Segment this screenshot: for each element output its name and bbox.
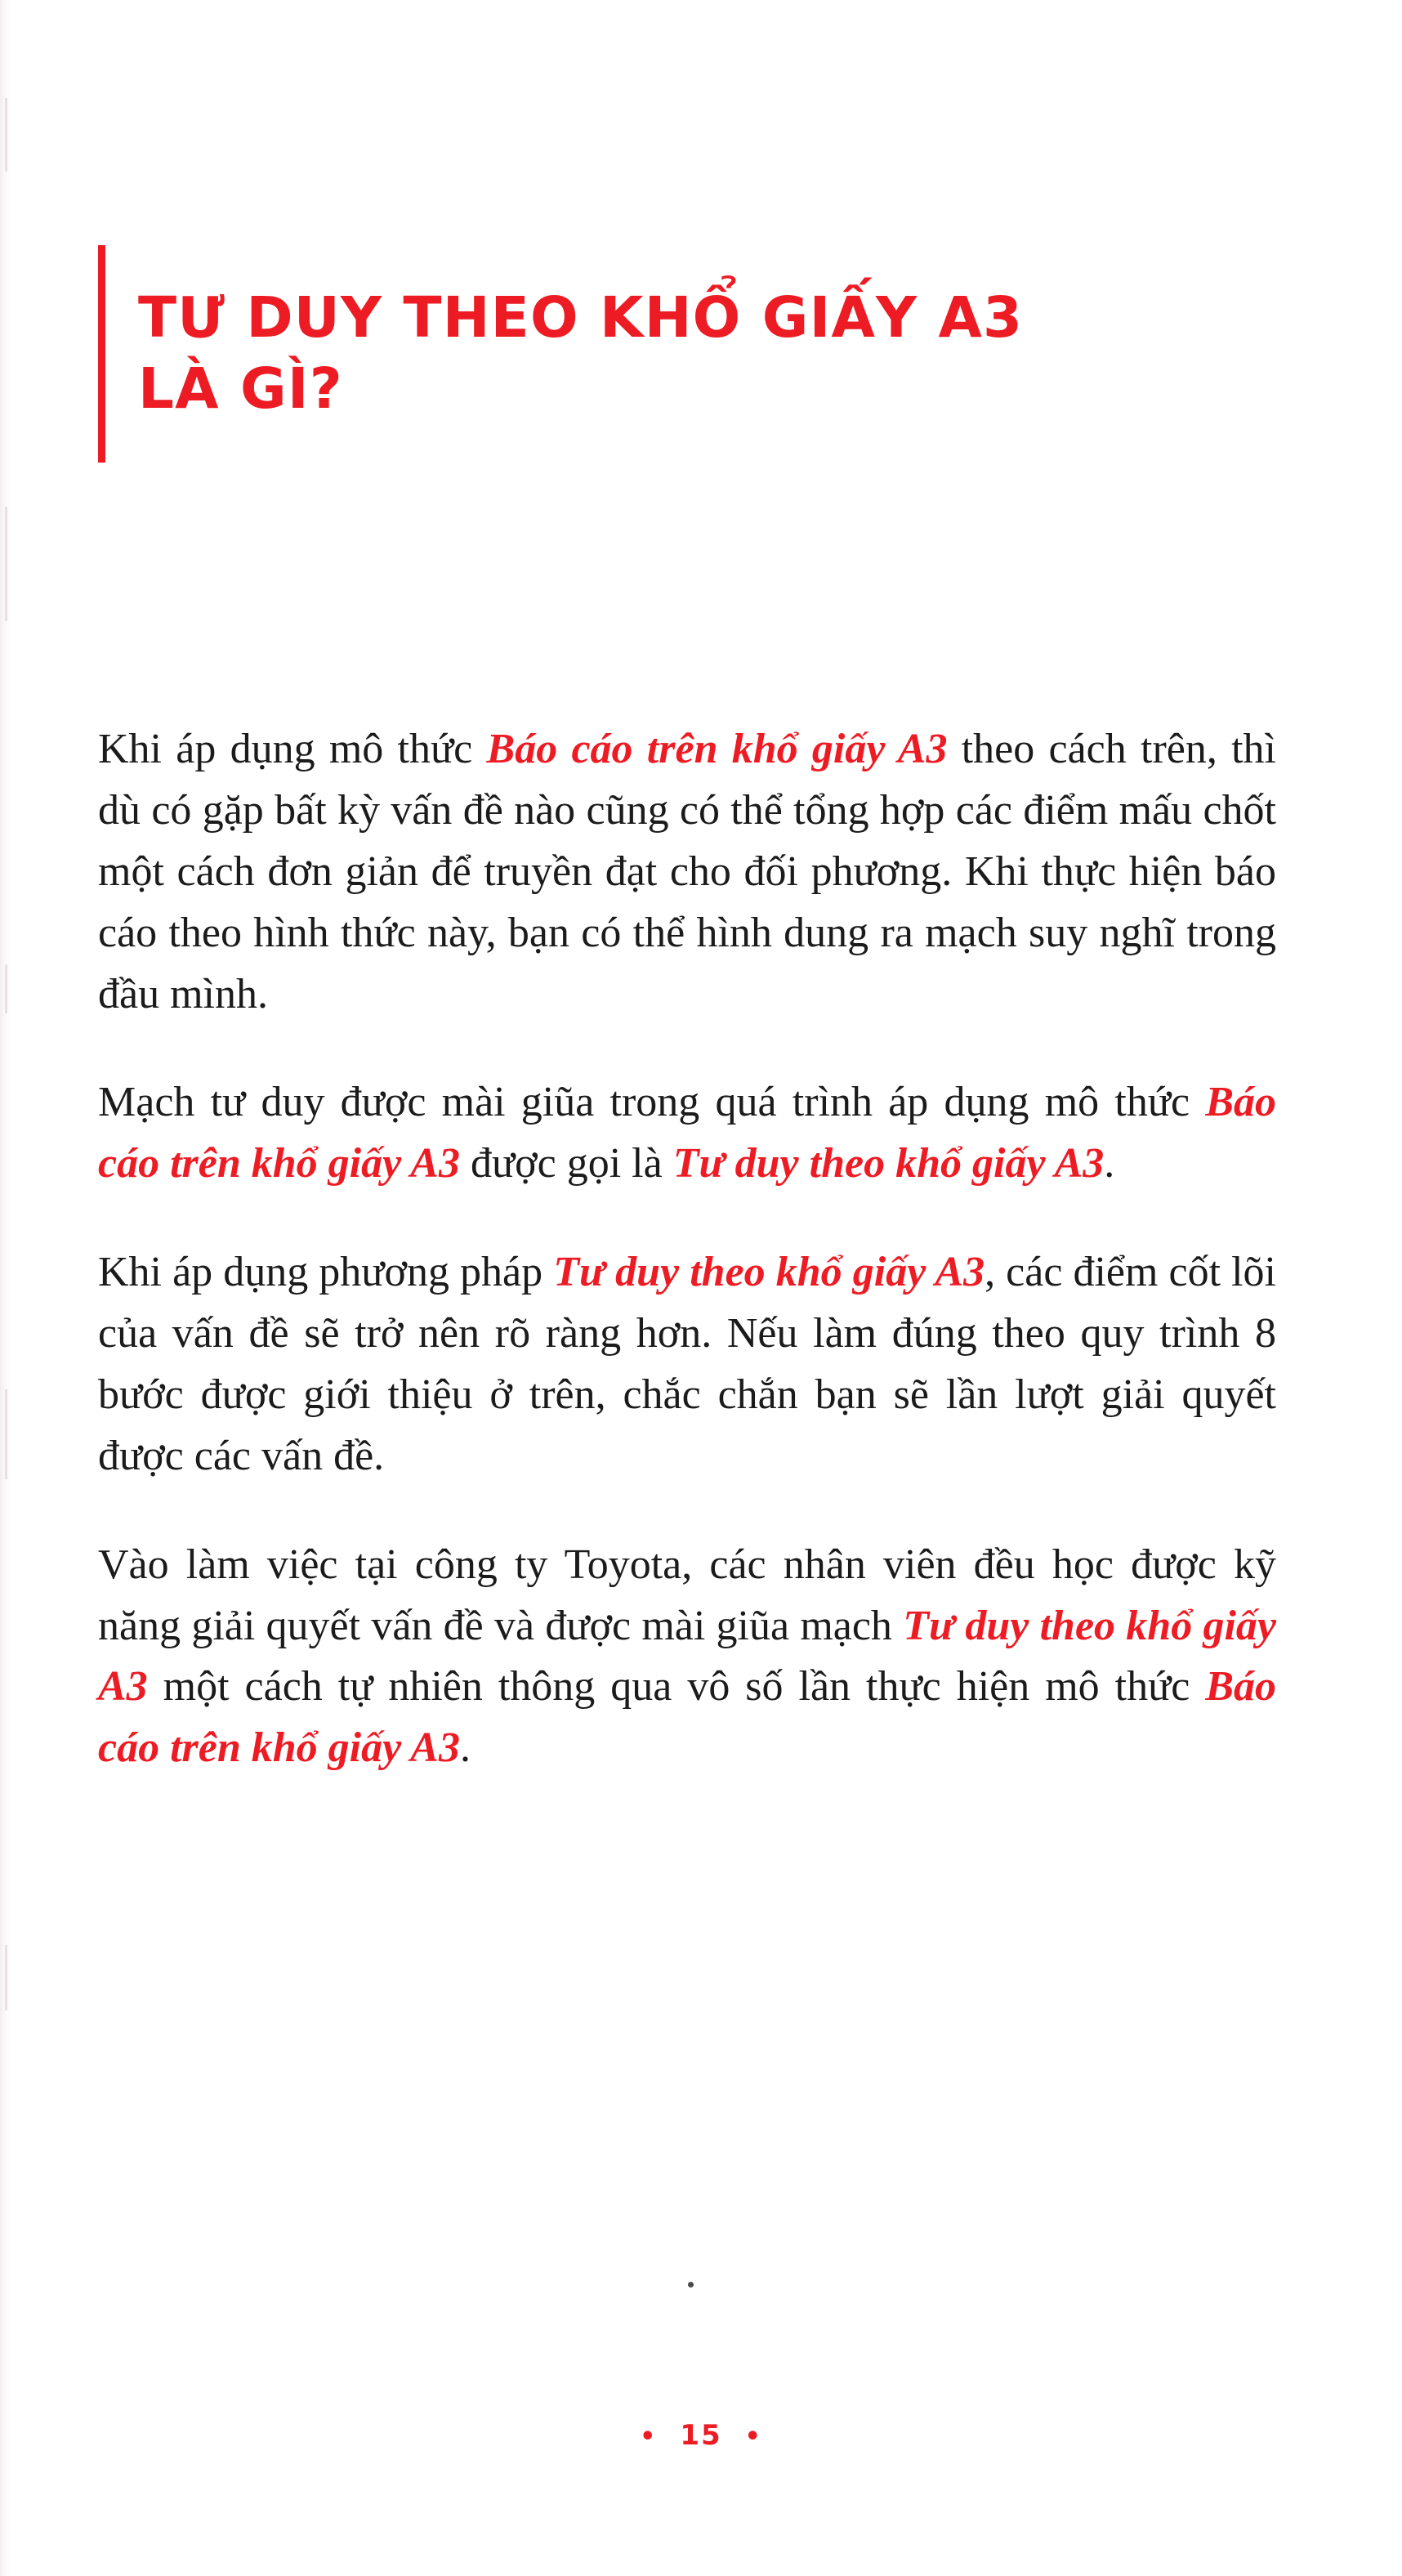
text-run: được gọi là xyxy=(459,1140,673,1187)
emphasis-run: Báo cáo trên khổ giấy A3 xyxy=(98,1663,1276,1772)
page-footer xyxy=(0,2419,1402,2452)
emphasis-run: Tư duy theo khổ giấy A3 xyxy=(672,1140,1105,1187)
page-title-line-1: TƯ DUY THEO KHỔ GIẤY A3 xyxy=(138,285,1024,351)
page-title xyxy=(138,283,1023,425)
text-run: theo cách trên, thì dù có gặp bất kỳ vấn đề nào cũng có thể tổng hợp các điểm mấu chốt một cách đơn giản để truyền đạt cho đối phương. Khi thực hiện báo cáo theo hình thức này, bạn có thể hình dung ra mạch suy nghĩ trong đầu mình. xyxy=(98,726,1276,1017)
text-run: . xyxy=(459,1724,471,1772)
stray-ink-dot xyxy=(688,2282,694,2288)
text-run: một cách tự nhiên thông qua vô số lần thực hiện mô thức xyxy=(147,1663,1206,1711)
paragraph-4 xyxy=(98,1535,1276,1780)
paragraph-1 xyxy=(98,719,1276,1025)
text-run: Khi áp dụng phương pháp xyxy=(98,1249,554,1296)
text-run: Khi áp dụng mô thức xyxy=(98,726,487,772)
emphasis-run: Tư duy theo khổ giấy A3 xyxy=(553,1249,985,1296)
paragraph-3 xyxy=(98,1242,1276,1487)
page-heading xyxy=(98,245,1242,463)
paragraph-2 xyxy=(98,1072,1276,1195)
footer-left-dot: • xyxy=(640,2422,658,2451)
text-run: Mạch tư duy được mài giũa trong quá trình áp dụng mô thức xyxy=(98,1079,1206,1126)
page-title-line-2: LÀ GÌ? xyxy=(138,356,343,423)
text-run: , các điểm cốt lõi của vấn đề sẽ trở nên rõ ràng hơn. Nếu làm đúng theo quy trình 8 bước được giới thiệu ở trên, chắc chắn bạn sẽ lần lượt giải quyết được các vấn đề. xyxy=(98,1249,1276,1479)
emphasis-run: Báo cáo trên khổ giấy A3 xyxy=(98,1079,1276,1187)
text-run: . xyxy=(1104,1140,1115,1187)
emphasis-run: Báo cáo trên khổ giấy A3 xyxy=(486,726,948,772)
page-number: 15 xyxy=(680,2419,722,2452)
heading-accent-bar xyxy=(98,245,105,463)
text-run: Vào làm việc tại công ty Toyota, các nhân viên đều học được kỹ năng giải quyết vấn đề và được mài giũa mạch xyxy=(98,1541,1276,1649)
footer-right-dot: • xyxy=(744,2422,762,2451)
emphasis-run: Tư duy theo khổ giấy A3 xyxy=(98,1602,1276,1711)
body-text xyxy=(98,719,1276,1779)
